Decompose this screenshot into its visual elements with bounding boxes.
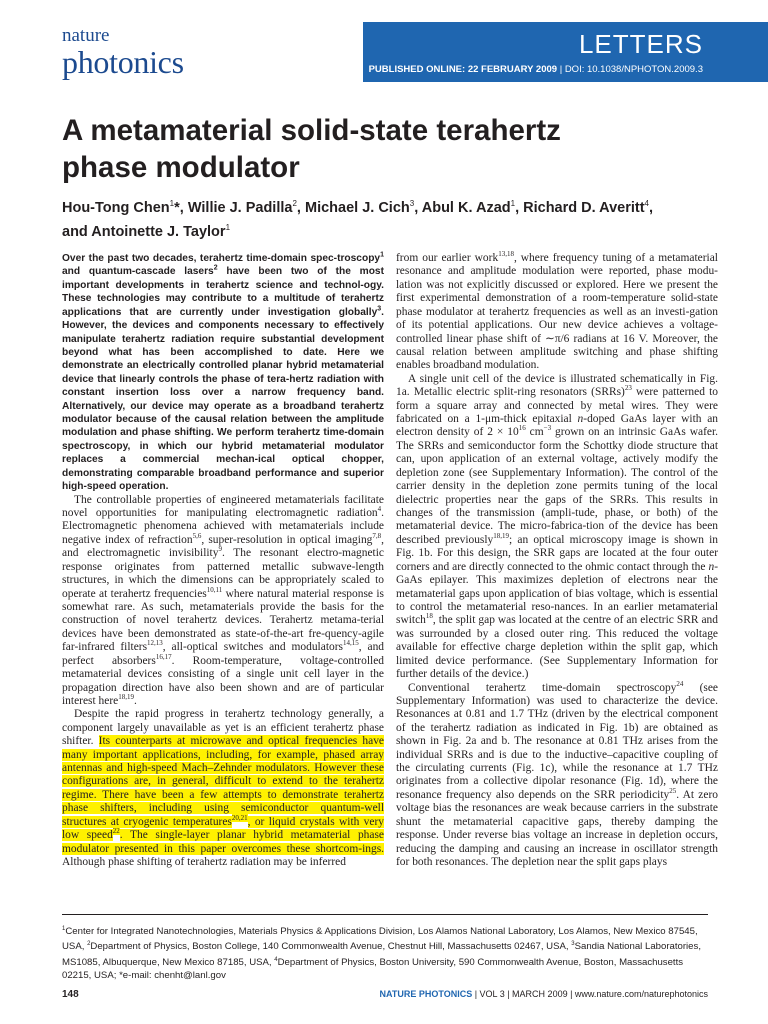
reference-superscript: 23 xyxy=(624,384,632,393)
highlighted-text: Its counterparts at microwave and optical frequencies have many important applications, including, for example, phased array antennas and high-speed Mach–Zehnder modulators. However these configurations are, in general, difficult to extend to the terahertz regime. There have been a few attempts to demonstrate terahertz phase shifters, including using semiconductor quantum-well structures at cryogenic temperatures xyxy=(62,735,385,828)
text-run: . xyxy=(133,694,137,707)
text-run: Although phase shifting of terahertz radiation may be inferred xyxy=(62,855,346,868)
author-name: Abul K. Azad xyxy=(421,199,511,216)
italic-run: n xyxy=(577,413,584,426)
publication-info xyxy=(369,64,703,75)
text-run: , all-optical switches and modulators xyxy=(162,641,343,654)
reference-superscript: 18 xyxy=(425,612,433,621)
reference-superscript: 18,19 xyxy=(493,532,510,541)
text-run: The controllable properties of engineered metamaterials facilitate novel opportunities for manipulating electromagnetic radiation xyxy=(62,493,384,520)
text-run: have been two of the most important developments in terahertz science and technol-ogy. These technologies may contribute to a multitude of terahertz applications that are currently under investigation globally xyxy=(62,266,384,318)
article-title-line2: phase modulator xyxy=(62,151,300,184)
author-affiliation-marker: 1 xyxy=(225,222,231,232)
footer-journal-info xyxy=(380,989,708,999)
affiliations-footnote xyxy=(62,923,712,982)
section-label: LETTERS xyxy=(578,29,703,59)
reference-superscript: 10,11 xyxy=(206,585,223,594)
author-affiliation-marker: 1 xyxy=(510,199,516,208)
published-date: PUBLISHED ONLINE: 22 FEBRUARY 2009 xyxy=(368,64,558,75)
reference-superscript: 2 xyxy=(87,941,91,948)
footer-issue: | VOL 3 | MARCH 2009 | www.nature.com/naturephotonics xyxy=(472,989,708,999)
text-run: Despite the rapid progress in terahertz technology generally, a component largely unavailable as yet is an efficient terahertz phase shifter. xyxy=(62,708,384,748)
author[interactable] xyxy=(188,200,297,216)
reference-superscript: 7,8 xyxy=(372,532,382,541)
text-run: , the split gap was located at the centre of an electric SRR and was surrounded by a closed outer ring. This reduced the voltage available for effective charge depletion within the split gap, which limited device performance. (See Supplementary Information for further details of the device.) xyxy=(396,614,718,681)
author[interactable] xyxy=(305,200,414,216)
text-run: where natural material response is somewhat rare. As such, metamaterials provide the basis for the construction of novel terahertz devices. Terahertz metama-terial devices have been demonstrated as state-of-the-art fre-quency-agile far-infrared filters xyxy=(62,587,384,654)
text-run: ; an optical microscopy image is shown in Fig. 1b. For this design, the SRR gaps are located at the four outer corners and are directly connected to the ohmic contact through the xyxy=(396,533,719,573)
journal-logo-line2: photonics xyxy=(62,44,184,80)
left-column xyxy=(62,252,384,869)
reference-superscript: 3 xyxy=(377,305,382,313)
text-run: -doped GaAs layer with an electron density of 2 × 10 xyxy=(396,413,719,439)
author-name: Antoinette J. Taylor xyxy=(91,223,226,240)
text-run: Center for Integrated Nanotechnologies, Materials Physics & Applications Division, Los Alamos National Laboratory, Los Alamos, New Mexico 87545, USA, xyxy=(62,926,698,953)
text-run: (see Supplementary Information) was used to characterize the device. Resonances at 0.81 and 1.7 THz (driven by the electrical component of the terahertz radiation as indicated in Fig. 1b) are obtained as shown in Fig. 2a and b. The resonance at 0.81 THz arises from the individual SRRs and is due to the inductive–capacitive coupling of the circulating currents (Fig. 1c), while the resonance at 1.7 THz originates from a collective dipolar resonance (Fig. 1d), where the resonance frequency also depends on the SRR periodicity xyxy=(396,681,719,801)
reference-superscript: 20,21 xyxy=(231,813,248,822)
body-paragraph-2 xyxy=(62,708,384,869)
text-run: . However, the devices and components necessary to effectively manipulate terahertz radiation require substantial development beyond what has been accomplished to date. Here we demonstrate an electrically controlled planar hybrid metamaterial device that linearly controls the phase of tera-hertz radiation with constant insertion loss over a narrow frequency band. Alternatively, our device may operate as a broadband terahertz modulator because of the causal relation between the amplitude modulation and phase shifting. We perform terahertz time-domain spectroscopy, in which our hybrid metamaterial modulator replaces a commercial mechan-ical optical chopper, demonstrating comparable broadband performance and superior high-speed operation. xyxy=(62,306,384,493)
text-run: Conventional terahertz time-domain spectroscopy xyxy=(408,681,677,694)
page-number: 148 xyxy=(62,989,79,1000)
text-run: , and electromagnetic invisibility xyxy=(62,533,384,560)
body-paragraph-5 xyxy=(396,679,719,870)
text-run: cm xyxy=(525,426,544,439)
author[interactable] xyxy=(62,200,180,216)
header-bar xyxy=(363,22,768,82)
reference-superscript: 16,17 xyxy=(155,652,172,661)
reference-superscript: 5,6 xyxy=(192,532,202,541)
text-run: . The resonant electro-magnetic response originates from patterned metallic subwave-length structures, in which the dimensions can be appropriately scaled to operate at terahertz frequencies xyxy=(62,547,384,600)
body-paragraph-4 xyxy=(396,373,718,682)
author-affiliation-marker: 4 xyxy=(644,199,649,208)
footnote-divider xyxy=(62,914,708,915)
reference-superscript: 4 xyxy=(377,505,382,514)
corresponding-author-marker: * xyxy=(174,199,180,216)
doi-link[interactable]: DOI: 10.1038/NPHOTON.2009.3 xyxy=(564,64,703,75)
author-name: Willie J. Padilla xyxy=(187,199,293,216)
text-run: , where frequency tuning of a metamaterial resonance and amplitude modulation were reported, phase modu-lation was not explicitly discussed or explored. Here we present the first experimental demonstration of a room-temperature solid-state phase modulator at terahertz frequencies as well as an investi-gation of its potential applications. Our new device achieves a voltage-controlled linear phase shift of ∼π/6 radians at 16 V. Moreover, the causal relation between amplitude switching and phase shifting enables broadband modulation. xyxy=(396,252,718,372)
reference-superscript: 18,19 xyxy=(118,693,134,702)
text-run: . Room-temperature, voltage-controlled metamaterial devices consisting of a single unit cell layer in the propagation direction have also been shown and are of particular interest here xyxy=(62,654,384,707)
reference-superscript: 4 xyxy=(274,956,278,963)
highlighted-text: , or liquid crystals with very low speed xyxy=(62,815,385,842)
text-run: , super-resolution in optical imaging xyxy=(201,533,373,546)
author-affiliation-marker: 1 xyxy=(169,199,175,208)
reference-superscript: 2 xyxy=(213,265,218,273)
author-list: Hou-Tong Chen$^1$*, Willie J. Padilla$^2$, Michael J. Cich$^3$, Abul K. Azad$^1$, Richard D. Averitt$^4$, and Antoinette J. Taylor$^1$ xyxy=(62,199,654,240)
footer-journal-name: NATURE PHOTONICS xyxy=(379,989,473,999)
body-paragraph-3 xyxy=(396,252,718,373)
journal-logo-line1: nature xyxy=(62,25,110,46)
text-run: A single unit cell of the device is illustrated schematically in Fig. 1a. Metallic electric split-ring resonators (SRRs) xyxy=(396,372,718,399)
text-run: were patterned to form a square array and connected by metal wires. They were fabricated on a 1-μm-thick epitaxial xyxy=(396,386,718,426)
author[interactable] xyxy=(91,224,230,240)
text-run: Department of Physics, Boston University, 590 Commonwealth Avenue, Boston, Massachusetts 02215, USA; *e-mail: chenht@lanl.gov xyxy=(62,956,684,982)
reference-superscript: 14,15 xyxy=(342,639,359,648)
text-run: -GaAs epilayer. This maximizes depletion of electrons near the metamaterial gaps upon application of bias voltage, which is essential to control the metamaterial reso-nances. In an earlier metamaterial switch xyxy=(396,560,718,627)
author-affiliation-marker: 2 xyxy=(292,199,297,208)
text-run: Over the past two decades, terahertz time-domain spec-troscopy xyxy=(62,253,381,264)
reference-superscript: 1 xyxy=(380,251,384,259)
reference-superscript: 22 xyxy=(112,827,120,836)
text-run: grown on an intrinsic GaAs wafer. The SRRs and semiconductor form the Schottky diode structure that can, upon application of an external voltage, actively modify the depletion zone (see Supplementary Information). The control of the carrier density in the depletion zone permits tuning of the local dielectric properties near the gaps of the SRRs. This results in changes of the transmission (ampli-tude, phase, or both) of the metamaterial device. The micro-fabrica-tion of the device has been described previously xyxy=(396,426,718,546)
reference-superscript: 16 xyxy=(518,424,526,433)
text-run: and quantum-cascade lasers xyxy=(62,266,214,278)
journal-logo xyxy=(62,26,184,78)
reference-superscript: 24 xyxy=(676,679,684,688)
author[interactable] xyxy=(422,200,515,216)
author-affiliation-marker: 3 xyxy=(409,199,415,208)
text-run: from our earlier work xyxy=(396,252,499,264)
text-run: Sandia National Laboratories, MS1085, Albuquerque, New Mexico 87185, USA, xyxy=(62,941,701,968)
body-paragraph-1 xyxy=(62,494,384,709)
reference-superscript: 3 xyxy=(571,941,575,948)
author-name: Richard D. Averitt xyxy=(523,199,645,216)
author-name: Michael J. Cich xyxy=(304,199,410,216)
text-run: . Electromagnetic phenomena achieved with metamaterials include negative index of refraction xyxy=(62,507,384,546)
text-run: . At zero voltage bias the resonances are weak because carriers in the substrate shunt the metamaterial capacitive gaps, thereby damping the response. Under reverse bias voltage an increase in depletion occurs, reducing the damping and causing an increase in oscillator strength for both resonances. The depletion near the split gaps plays xyxy=(396,788,718,868)
abstract xyxy=(62,252,384,494)
article-title-line1: A metamaterial solid-state terahertz xyxy=(62,114,561,147)
article-title xyxy=(62,112,682,186)
reference-superscript: 25 xyxy=(669,787,677,796)
text-run: , and perfect absorbers xyxy=(62,641,385,667)
italic-run: n xyxy=(708,560,715,573)
author[interactable] xyxy=(523,200,649,216)
reference-superscript: 9 xyxy=(218,545,222,554)
author-name: Hou-Tong Chen xyxy=(62,199,170,216)
reference-superscript: 12,13 xyxy=(147,639,163,648)
highlighted-text: . The single-layer planar hybrid metamaterial phase modulator presented in this paper overcomes these shortcom-ings. xyxy=(62,829,384,855)
text-run: Department of Physics, Boston College, 140 Commonwealth Avenue, Chestnut Hill, Massachusetts 02467, USA, xyxy=(90,941,572,953)
reference-superscript: 13,18 xyxy=(498,250,514,259)
reference-superscript: 1 xyxy=(62,926,66,932)
publication-separator: | xyxy=(557,64,565,75)
right-column xyxy=(396,252,718,869)
reference-superscript: −3 xyxy=(543,424,552,433)
